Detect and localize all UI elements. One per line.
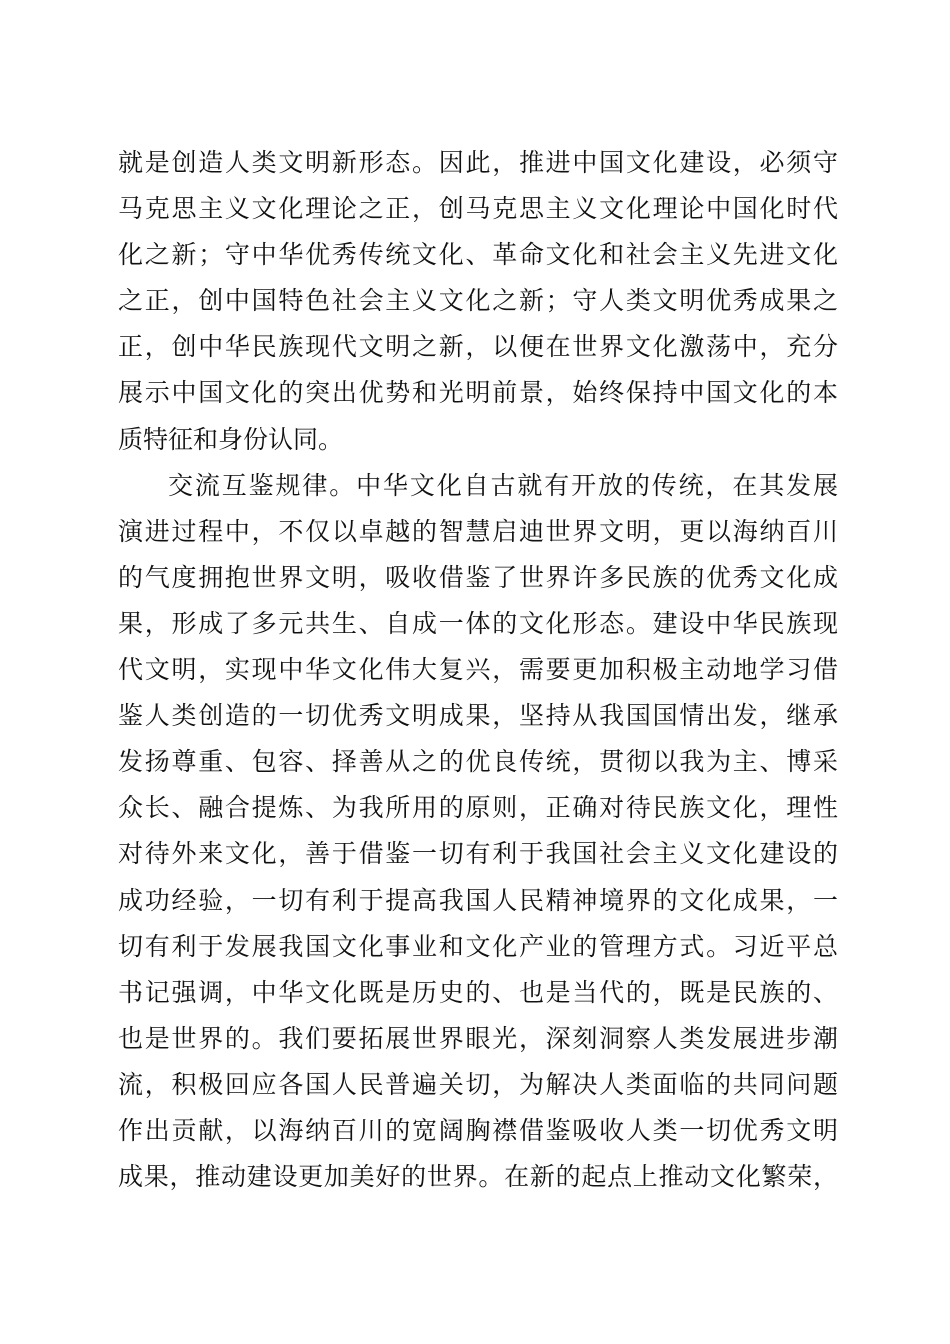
paragraph-1-line-3: 化之新；守中华优秀传统文化、革命文化和社会主义先进文化 — [118, 240, 838, 270]
paragraph-2-line-10: 成功经验，一切有利于提高我国人民精神境界的文化成果，一 — [118, 885, 838, 915]
paragraph-1-line-1: 就是创造人类文明新形态。因此，推进中国文化建设，必须守 — [118, 148, 838, 177]
paragraph-2-line-3: 的气度拥抱世界文明，吸收借鉴了世界许多民族的优秀文化成 — [118, 562, 838, 592]
paragraph-2-line-11: 切有利于发展我国文化事业和文化产业的管理方式。习近平总 — [118, 931, 838, 961]
paragraph-2-line-16: 成果，推动建设更加美好的世界。在新的起点上推动文化繁荣， — [118, 1162, 838, 1192]
paragraph-2-line-7: 发扬尊重、包容、择善从之的优良传统，贯彻以我为主、博采 — [118, 747, 838, 777]
paragraph-2-line-13: 也是世界的。我们要拓展世界眼光，深刻洞察人类发展进步潮 — [118, 1023, 838, 1053]
paragraph-1-line-2: 马克思主义文化理论之正，创马克思主义文化理论中国化时代 — [118, 194, 838, 224]
paragraph-2-line-4: 果，形成了多元共生、自成一体的文化形态。建设中华民族现 — [118, 608, 838, 638]
paragraph-1-line-6: 展示中国文化的突出优势和光明前景，始终保持中国文化的本 — [118, 378, 838, 408]
paragraph-2-line-8: 众长、融合提炼、为我所用的原则，正确对待民族文化，理性 — [118, 793, 838, 823]
paragraph-1-line-7: 质特征和身份认同。 — [118, 424, 344, 454]
paragraph-2-line-15: 作出贡献，以海纳百川的宽阔胸襟借鉴吸收人类一切优秀文明 — [118, 1115, 838, 1145]
paragraph-1-line-4: 之正，创中国特色社会主义文化之新；守人类文明优秀成果之 — [118, 286, 838, 316]
body-text — [118, 140, 838, 1200]
paragraph-2-line-12: 书记强调，中华文化既是历史的、也是当代的，既是民族的、 — [118, 977, 838, 1007]
paragraph-2-line-6: 鉴人类创造的一切优秀文明成果，坚持从我国国情出发，继承 — [118, 701, 838, 731]
paragraph-2-line-9: 对待外来文化，善于借鉴一切有利于我国社会主义文化建设的 — [118, 839, 838, 869]
paragraph-2-line-2: 演进过程中，不仅以卓越的智慧启迪世界文明，更以海纳百川 — [118, 516, 838, 546]
paragraph-2-line-5: 代文明，实现中华文化伟大复兴，需要更加积极主动地学习借 — [118, 655, 838, 685]
paragraph-2-line-1: 交流互鉴规律。中华文化自古就有开放的传统，在其发展 — [168, 470, 838, 500]
paragraph-1-line-5: 正，创中华民族现代文明之新，以便在世界文化激荡中，充分 — [118, 332, 838, 362]
paragraph-2-line-14: 流，积极回应各国人民普遍关切，为解决人类面临的共同问题 — [118, 1069, 838, 1099]
